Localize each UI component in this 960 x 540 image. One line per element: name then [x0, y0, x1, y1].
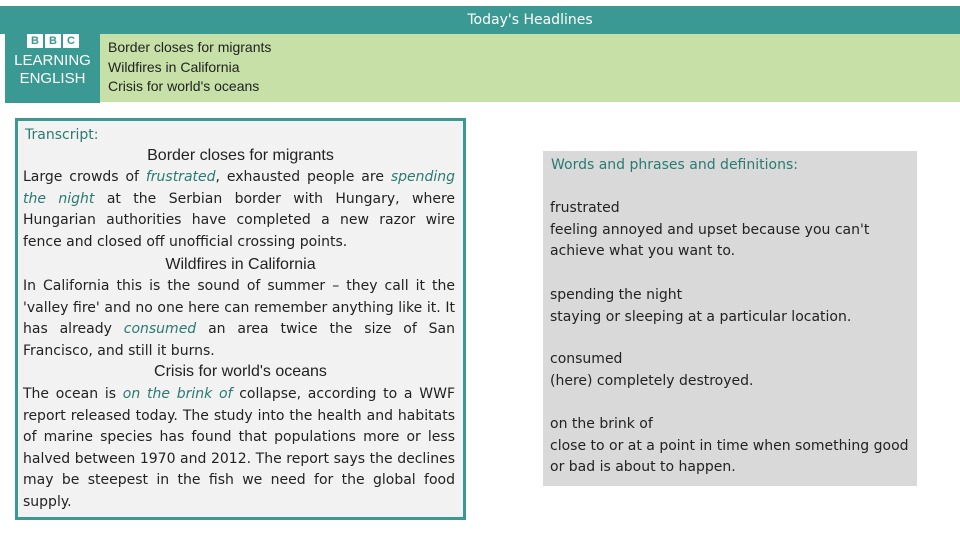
story-body: [23, 384, 455, 514]
keyword-highlight: on the brink of: [122, 386, 233, 402]
definition-text: staying or sleeping at a particular location.: [550, 308, 852, 325]
body-text: collapse, according to a WWF report released today. The study into the health and habitats of marine species has found that populations more or less halved between 1970 and 2012. The report says the declines may be steepest in the fish we need for the global food supply.: [23, 386, 455, 510]
definitions-title: Words and phrases and definitions:: [551, 157, 798, 173]
body-text: In California this is the sound of summer – they call it the 'valley fire' and no one here can remember anything like it. It has already: [23, 278, 455, 338]
definition-text: (here) completely destroyed.: [550, 372, 754, 389]
story-body: [23, 167, 455, 253]
body-text: , exhausted people are: [215, 169, 391, 185]
definition-text: close to or at a point in time when something good or bad is about to happen.: [550, 437, 909, 475]
headlines-list: [100, 34, 960, 102]
body-text: Large crowds of: [23, 169, 146, 185]
definition-item: [550, 285, 910, 328]
definition-term: consumed: [550, 351, 623, 367]
bbc-letter: B: [45, 34, 61, 48]
page-title: Today's Headlines: [467, 12, 593, 28]
keyword-highlight: consumed: [123, 321, 197, 338]
definitions-panel: [543, 151, 917, 486]
definition-item: [550, 198, 910, 263]
transcript-panel: [15, 118, 466, 520]
definition-term: spending the night: [550, 287, 683, 303]
bbc-blocks: [27, 34, 79, 48]
bbc-learning-english-logo: [5, 6, 100, 103]
definition-term: on the brink of: [550, 416, 653, 432]
definition-term: frustrated: [550, 200, 620, 216]
bbc-letter: B: [27, 34, 43, 48]
headline-item: Wildfires in California: [108, 59, 240, 75]
definition-item: [550, 414, 910, 479]
keyword-highlight: spending the night: [23, 169, 456, 207]
keyword-highlight: frustrated: [145, 169, 216, 185]
story-title: Border closes for migrants: [147, 147, 334, 164]
headline-item: Crisis for world's oceans: [108, 78, 260, 94]
body-text: at the Serbian border with Hungary, where Hungarian authorities have completed a new razor wire fence and closed off unofficial crossing points.: [23, 190, 456, 250]
body-text: The ocean is: [23, 386, 123, 402]
transcript-label: Transcript:: [25, 127, 99, 143]
logo-learning: LEARNING: [14, 52, 91, 69]
body-text: an area twice the size of San Francisco, and still it burns.: [23, 321, 455, 359]
definition-text: feeling annoyed and upset because you can't achieve what you want to.: [550, 221, 870, 259]
story-title: Crisis for world's oceans: [154, 363, 327, 380]
story-title: Wildfires in California: [165, 256, 316, 273]
bbc-letter: C: [63, 34, 79, 48]
definition-item: [550, 349, 910, 392]
logo-english: ENGLISH: [19, 70, 86, 87]
story-body: [23, 276, 455, 362]
headline-item: Border closes for migrants: [108, 39, 272, 55]
